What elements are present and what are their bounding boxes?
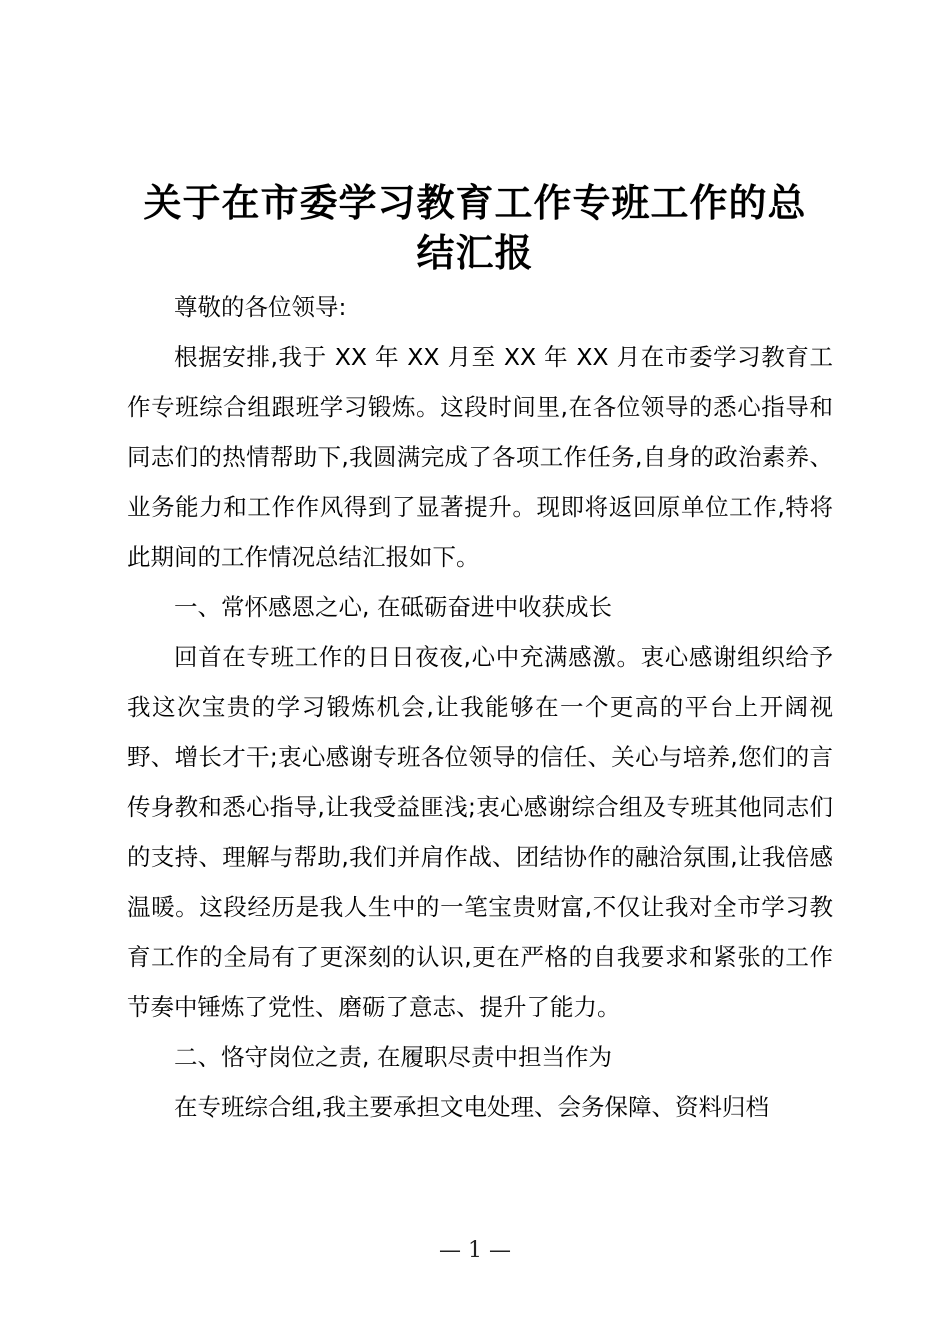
section-heading-1: 一、常怀感恩之心, 在砥砺奋进中收获成长 [174,593,612,621]
paragraph-gratitude: 回首在专班工作的日日夜夜,心中充满感激。衷心感谢组织给予我这次宝贵的学习锻炼机会,让我能够在一个更高的平台上开阔视野、增长才干;衷心感谢专班各位领导的信任、关心与培养,您们的言传身教和悉心指导,让我受益匪浅;衷心感谢综合组及专班其他同志们的支持、理解与帮助,我们并肩作战、团结协作的融洽氛围,让我倍感温暖。这段经历是我人生中的一笔宝贵财富,不仅让我对全市学习教育工作的全局有了更深刻的认识,更在严格的自我要求和紧张的工作节奏中锤炼了党性、磨砺了意志、提升了能力。 [127,643,833,1021]
title-line-2: 结汇报 [416,230,534,275]
paragraph-intro: 根据安排,我于 XX 年 XX 月至 XX 年 XX 月在市委学习教育工作专班综合组跟班学习锻炼。这段时间里,在各位领导的悉心指导和同志们的热情帮助下,我圆满完成了各项工作任务,自身的政治素养、业务能力和工作作风得到了显著提升。现即将返回原单位工作,特将此期间的工作情况总结汇报如下。 [127,343,833,571]
page-number: — 1 — [439,1238,511,1263]
section-heading-2: 二、恪守岗位之责, 在履职尽责中担当作为 [174,1043,612,1071]
document-body [127,282,833,1132]
salutation: 尊敬的各位领导: [174,293,347,321]
document-title [110,178,840,278]
paragraph-duties: 在专班综合组,我主要承担文电处理、会务保障、资料归档 [174,1093,769,1121]
title-line-1: 关于在市委学习教育工作专班工作的总 [143,180,807,225]
